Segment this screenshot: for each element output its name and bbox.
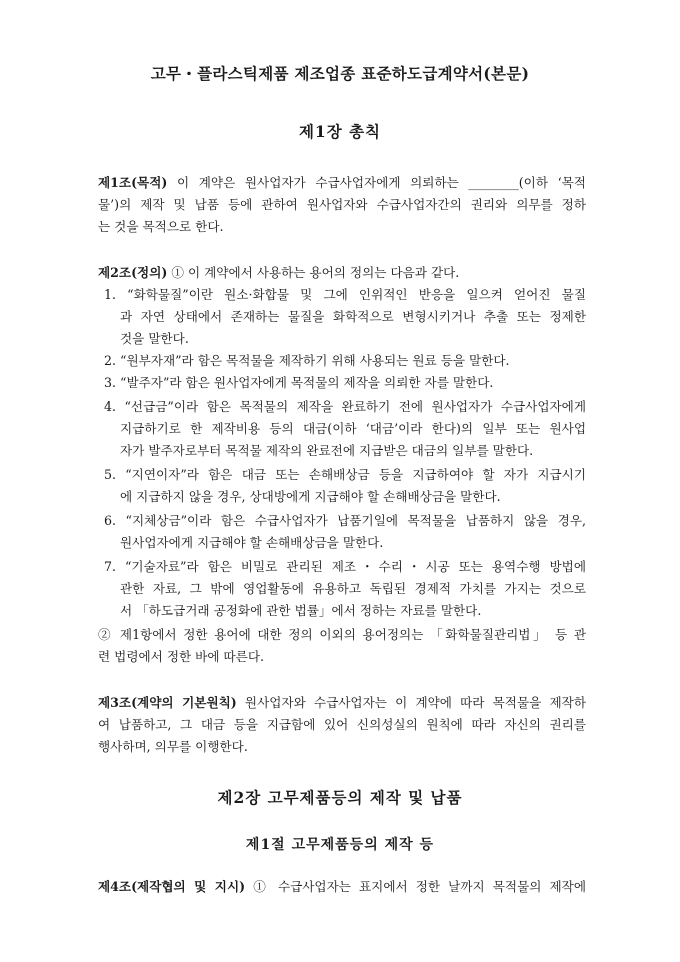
definition-4-line-3: 자가 발주자로부터 목적물 제작의 완료전에 지급받은 대금의 일부를 말한다. (120, 443, 534, 458)
definition-7-line-2: 관한 자료, 그 밖에 영업활동에 유용하고 독립된 경제적 가치를 가지는 것으로 (120, 581, 586, 596)
article-2-paragraph-2-line-2: 련 법령에서 정한 바에 따른다. (98, 649, 265, 664)
definition-4-line-1: 4. “선급금”이라 함은 목적물의 제작을 완료하기 전에 원사업자가 수급사업자에게 (104, 399, 586, 414)
definition-7-line-3: 서 「하도급거래 공정화에 관한 법률」에서 정하는 자료를 말한다. (120, 603, 482, 618)
article-2-paragraph-2-line-1: ② 제1항에서 정한 용어에 대한 정의 이외의 용어정의는 「화학물질관리법」 등 관 (98, 627, 586, 642)
definition-2: 2. “원부자재”라 함은 목적물을 제작하기 위해 사용되는 원료 등을 말한다. (104, 353, 510, 368)
chapter-2-title: 제2장 고무제품등의 제작 및 납품 (217, 788, 463, 807)
definition-7-line-1: 7. “기술자료”라 함은 비밀로 관리된 제조・수리・시공 또는 용역수행 방법에 (104, 559, 586, 574)
definition-6-line-2: 원사업자에게 지급해야 할 손해배상금을 말한다. (120, 535, 384, 550)
section-1-title: 제1절 고무제품등의 제작 등 (245, 837, 435, 853)
definition-3: 3. “발주자”라 함은 원사업자에게 목적물의 제작을 의뢰한 자를 말한다. (104, 375, 494, 390)
article-1-line-3: 는 것을 목적으로 한다. (98, 219, 224, 234)
article-2-heading: 제2조(정의) (98, 265, 168, 280)
article-3-line-1: 제3조(계약의 기본원칙) 원사업자와 수급사업자는 이 계약에 따라 목적물을 제작하 (98, 695, 586, 710)
article-1-line-1: 제1조(목적) 이 계약은 원사업자가 수급사업자에게 의뢰하는 ________(이하 ‘목적 (98, 175, 586, 190)
definition-6-line-1: 6. “지체상금”이라 함은 수급사업자가 납품기일에 목적물을 납품하지 않을 경우, (104, 513, 586, 528)
definition-1-line-3: 것을 말한다. (120, 331, 189, 346)
article-3-line-3: 행사하며, 의무를 이행한다. (98, 739, 248, 754)
definition-4-line-2: 지급하기로 한 제작비용 등의 대금(이하 ‘대금’이라 한다)의 일부 또는 원사업 (120, 421, 586, 436)
article-4-line-1: 제4조(제작협의 및 지시) ① 수급사업자는 표지에서 정한 날까지 목적물의 제작에 (98, 879, 586, 894)
document-title: 고무・플라스틱제품 제조업종 표준하도급계약서(본문) (150, 64, 530, 83)
definition-1-line-1: 1. “화학물질”이란 원소·화합물 및 그에 인위적인 반응을 일으켜 얻어진 물질 (104, 287, 586, 302)
article-1-heading: 제1조(목적) (98, 175, 168, 190)
definition-5-line-1: 5. “지연이자”라 함은 대금 또는 손해배상금 등을 지급하여야 할 자가 지급시기 (104, 467, 586, 482)
article-2-line-1: 제2조(정의) ① 이 계약에서 사용하는 용어의 정의는 다음과 같다. (98, 265, 460, 280)
article-1-line-2: 물’)의 제작 및 납품 등에 관하여 원사업자와 수급사업자간의 권리와 의무를 정하 (98, 197, 586, 212)
article-3-line-2: 여 납품하고, 그 대금 등을 지급함에 있어 신의성실의 원칙에 따라 자신의 권리를 (98, 717, 586, 732)
article-3-heading: 제3조(계약의 기본원칙) (98, 695, 237, 710)
definition-5-line-2: 에 지급하지 않을 경우, 상대방에게 지급해야 할 손해배상금을 말한다. (120, 489, 501, 504)
definition-1-line-2: 과 자연 상태에서 존재하는 물질을 화학적으로 변형시키거나 추출 또는 정제한 (120, 309, 586, 324)
article-4-heading: 제4조(제작협의 및 지시) (98, 879, 246, 894)
chapter-1-title: 제1장 총칙 (298, 122, 382, 141)
